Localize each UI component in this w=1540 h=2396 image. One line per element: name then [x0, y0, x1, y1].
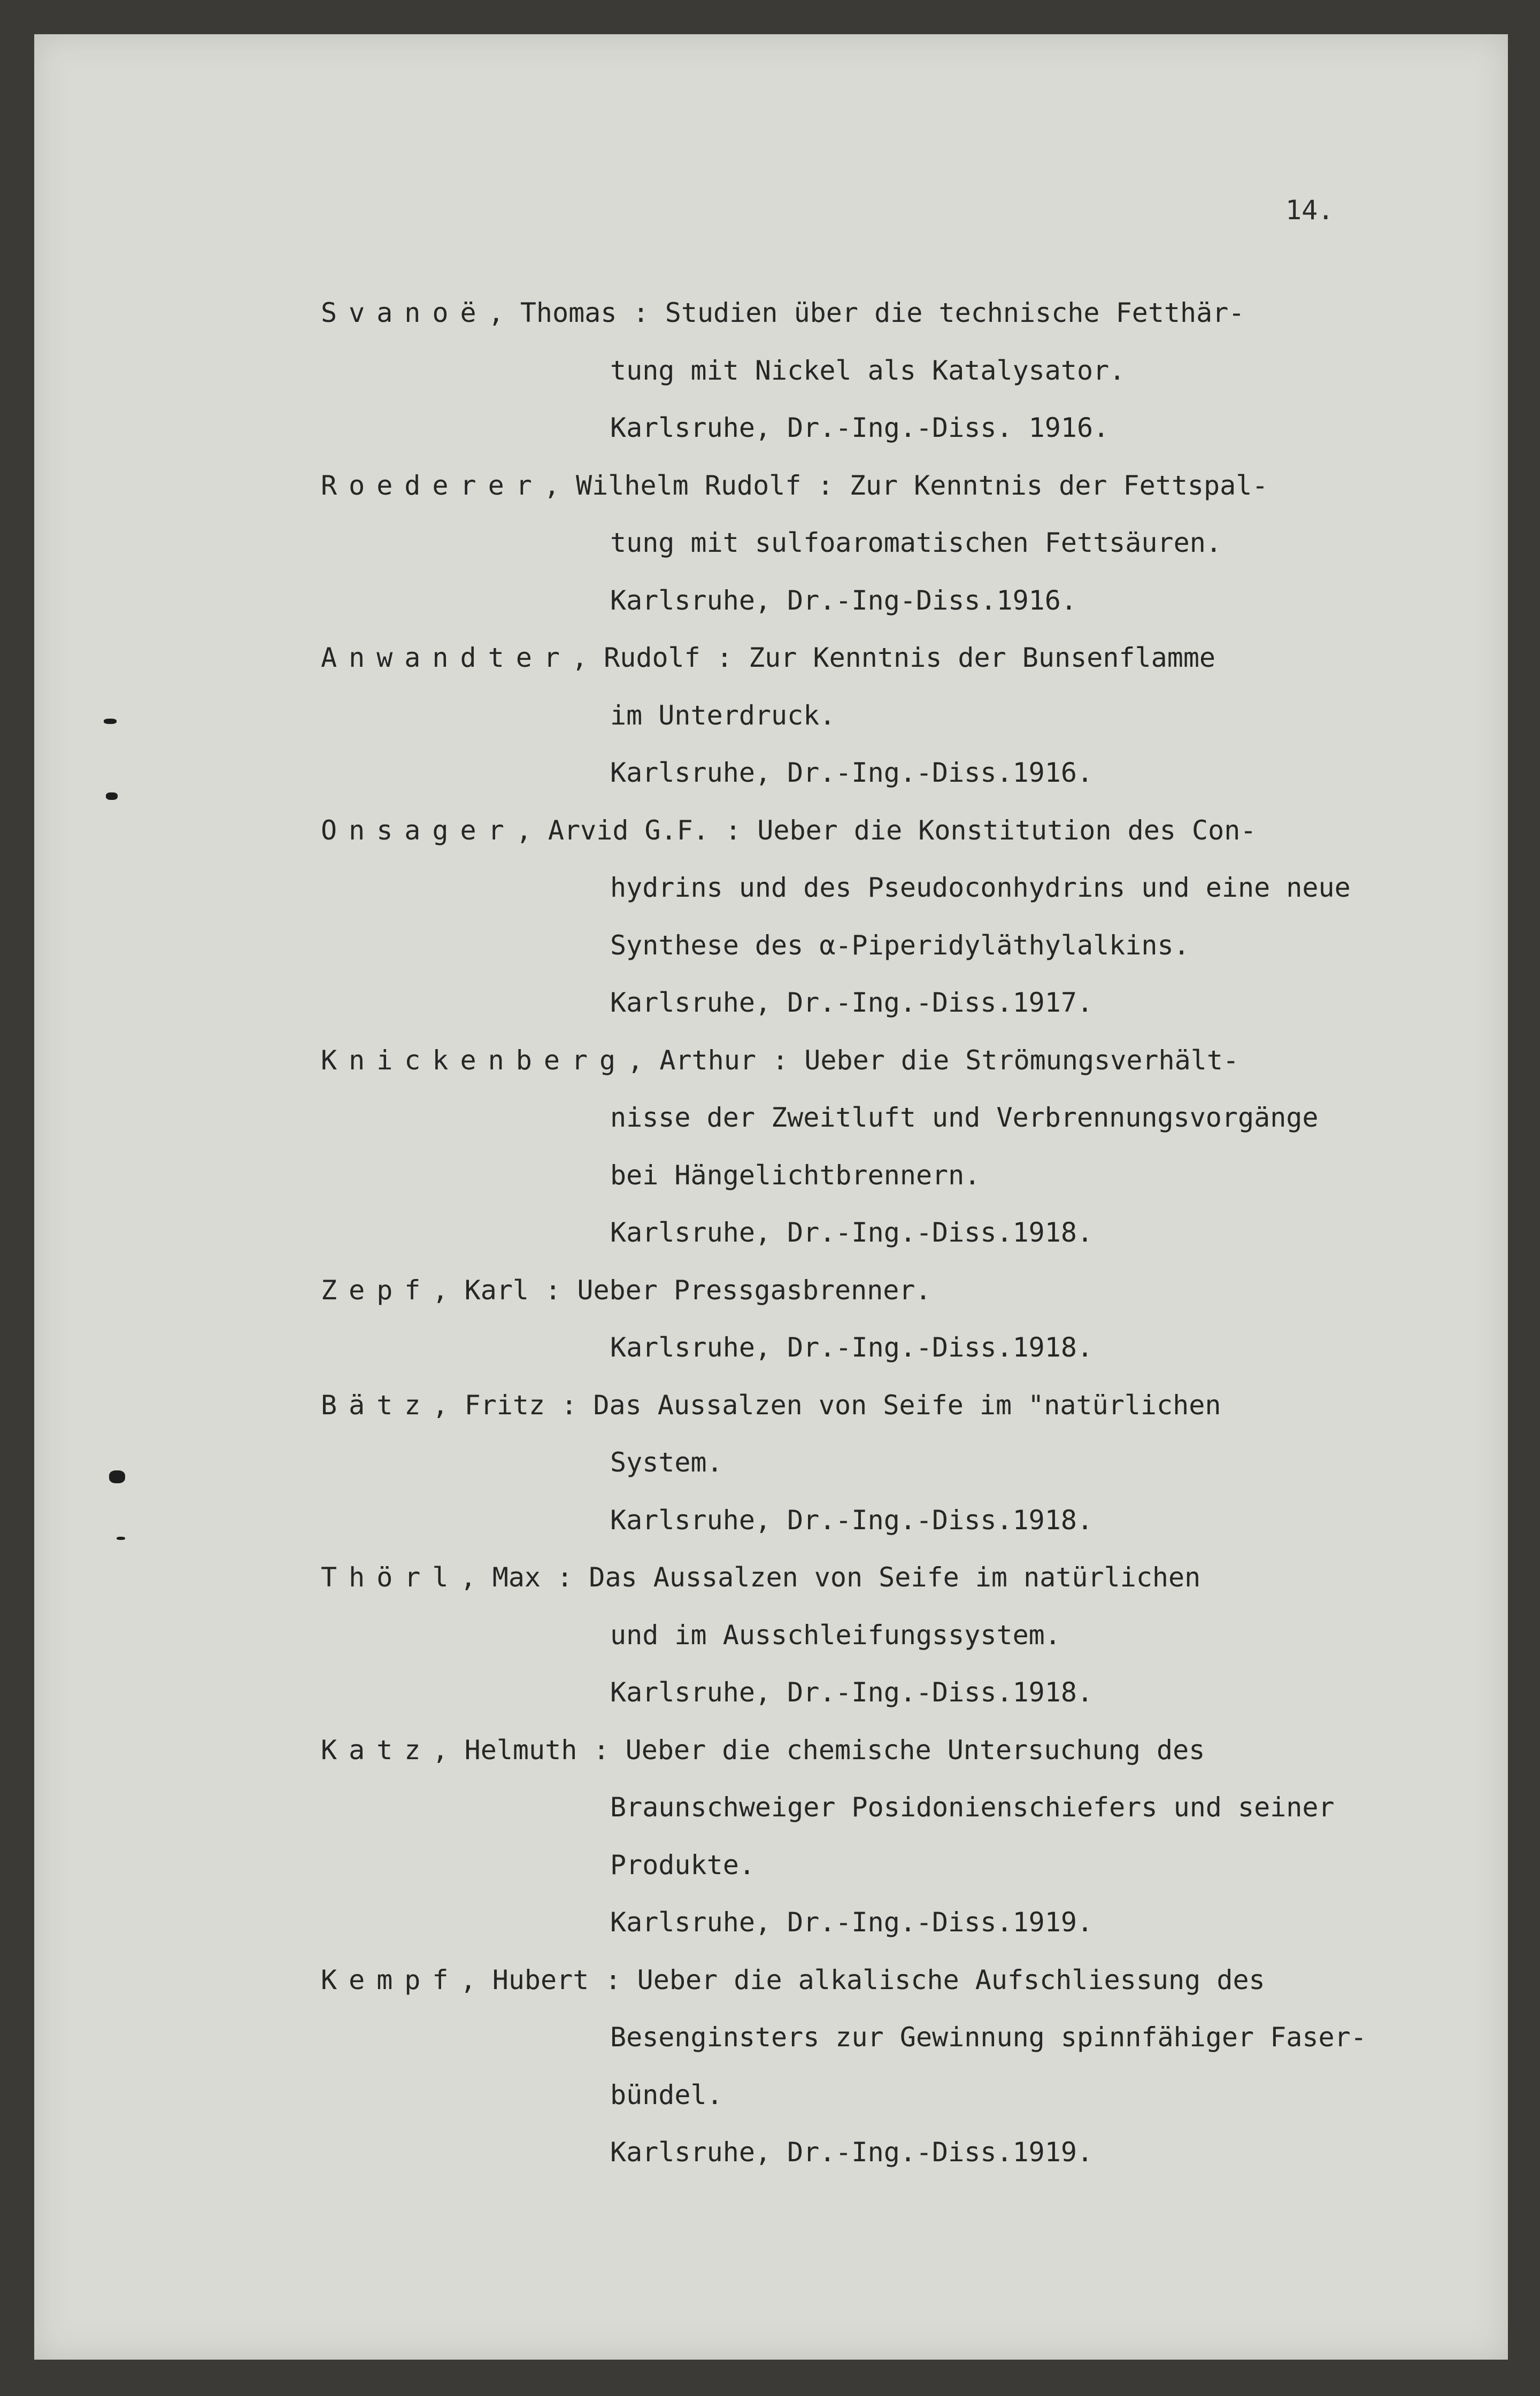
ink-mark: [109, 1470, 125, 1483]
entry-first-line: [321, 1032, 1454, 1090]
entry-continuation-line: Karlsruhe, Dr.-Ing.-Diss.1917.: [610, 987, 1094, 1018]
bibliography-entry: [321, 1952, 1454, 2182]
author-surname: Zepf: [321, 1274, 433, 1306]
entry-continuation-line: tung mit sulfoaromatischen Fettsäuren.: [610, 527, 1222, 558]
ink-mark: [117, 1537, 125, 1540]
entry-first-line: [321, 1377, 1454, 1435]
entry-continuation-line: Besenginsters zur Gewinnung spinnfähiger Faser-: [610, 2022, 1367, 2053]
entry-title-start: , Helmuth : Ueber die chemische Untersuchung des: [432, 1734, 1205, 1766]
entry-first-line: [321, 457, 1454, 515]
entry-continuation-line: und im Ausschleifungssystem.: [610, 1619, 1061, 1651]
entry-continuation-line: bündel.: [610, 2079, 723, 2110]
bibliography-entry: [321, 802, 1454, 1032]
entry-title-start: , Wilhelm Rudolf : Zur Kenntnis der Fettspal-: [543, 469, 1268, 501]
entry-title-start: , Hubert : Ueber die alkalische Aufschliessung des: [460, 1964, 1265, 1996]
entry-first-line: [321, 802, 1454, 860]
ink-mark: [106, 792, 118, 800]
ink-mark: [104, 719, 117, 724]
author-surname: Knickenberg: [321, 1044, 628, 1076]
entry-title-start: , Max : Das Aussalzen von Seife im natürlichen: [460, 1562, 1201, 1593]
entry-title-start: , Thomas : Studien über die technische Fetthär-: [488, 297, 1245, 328]
entry-first-line: [321, 1549, 1454, 1607]
author-surname: Thörl: [321, 1562, 460, 1593]
entry-continuation-line: Karlsruhe, Dr.-Ing.-Diss.1918.: [610, 1677, 1094, 1708]
entry-continuation-line: Karlsruhe, Dr.-Ing.-Diss.1918.: [610, 1217, 1094, 1248]
entry-continuation-line: bei Hängelichtbrennern.: [610, 1159, 981, 1191]
entry-continuation-line: Braunschweiger Posidonienschiefers und seiner: [610, 1792, 1335, 1823]
entry-continuation-line: nisse der Zweitluft und Verbrennungsvorgänge: [610, 1102, 1319, 1133]
bibliography-entry: [321, 1377, 1454, 1550]
bibliography-entry: [321, 629, 1454, 802]
bibliography-entry: [321, 1722, 1454, 1952]
entry-title-start: , Rudolf : Zur Kenntnis der Bunsenflamme: [571, 642, 1216, 673]
author-surname: Anwandter: [321, 642, 572, 673]
entry-title-start: , Arvid G.F. : Ueber die Konstitution des Con-: [515, 814, 1257, 846]
bibliography-entry: [321, 1262, 1454, 1377]
entry-first-line: [321, 629, 1454, 687]
bibliography-entry: [321, 284, 1454, 457]
document-page: [34, 34, 1508, 2360]
entry-continuation-line: im Unterdruck.: [610, 699, 836, 731]
entry-continuation-line: Karlsruhe, Dr.-Ing.-Diss.1919.: [610, 1907, 1094, 1938]
entry-continuation-line: Karlsruhe, Dr.-Ing.-Diss. 1916.: [610, 412, 1110, 443]
entry-continuation-line: Karlsruhe, Dr.-Ing.-Diss.1918.: [610, 1332, 1094, 1363]
author-surname: Roederer: [321, 469, 544, 501]
bibliography-list: [321, 284, 1454, 2182]
bibliography-entry: [321, 457, 1454, 630]
entry-continuation-line: Produkte.: [610, 1849, 755, 1881]
entry-continuation-line: Karlsruhe, Dr.-Ing.-Diss.1919.: [610, 2137, 1094, 2168]
entry-first-line: [321, 1262, 1454, 1320]
author-surname: Bätz: [321, 1389, 433, 1421]
entry-continuation-line: Karlsruhe, Dr.-Ing.-Diss.1916.: [610, 757, 1094, 788]
bibliography-entry: [321, 1549, 1454, 1722]
entry-title-start: , Karl : Ueber Pressgasbrenner.: [432, 1274, 931, 1306]
author-surname: Katz: [321, 1734, 433, 1766]
author-surname: Svanoë: [321, 297, 488, 328]
entry-continuation-line: Karlsruhe, Dr.-Ing-Diss.1916.: [610, 584, 1077, 616]
bibliography-entry: [321, 1032, 1454, 1262]
entry-continuation-line: tung mit Nickel als Katalysator.: [610, 355, 1126, 386]
entry-first-line: [321, 1722, 1454, 1779]
entry-first-line: [321, 1952, 1454, 2009]
entry-title-start: , Fritz : Das Aussalzen von Seife im "natürlichen: [432, 1389, 1221, 1421]
page-number: 14.: [1285, 195, 1334, 226]
entry-continuation-line: Karlsruhe, Dr.-Ing.-Diss.1918.: [610, 1504, 1094, 1536]
entry-continuation-line: hydrins und des Pseudoconhydrins und eine neue: [610, 872, 1351, 903]
author-surname: Onsager: [321, 814, 516, 846]
entry-first-line: [321, 284, 1454, 342]
entry-continuation-line: Synthese des α-Piperidyläthylalkins.: [610, 929, 1190, 961]
entry-continuation-line: System.: [610, 1447, 723, 1478]
entry-title-start: , Arthur : Ueber die Strömungsverhält-: [627, 1044, 1239, 1076]
author-surname: Kempf: [321, 1964, 460, 1996]
